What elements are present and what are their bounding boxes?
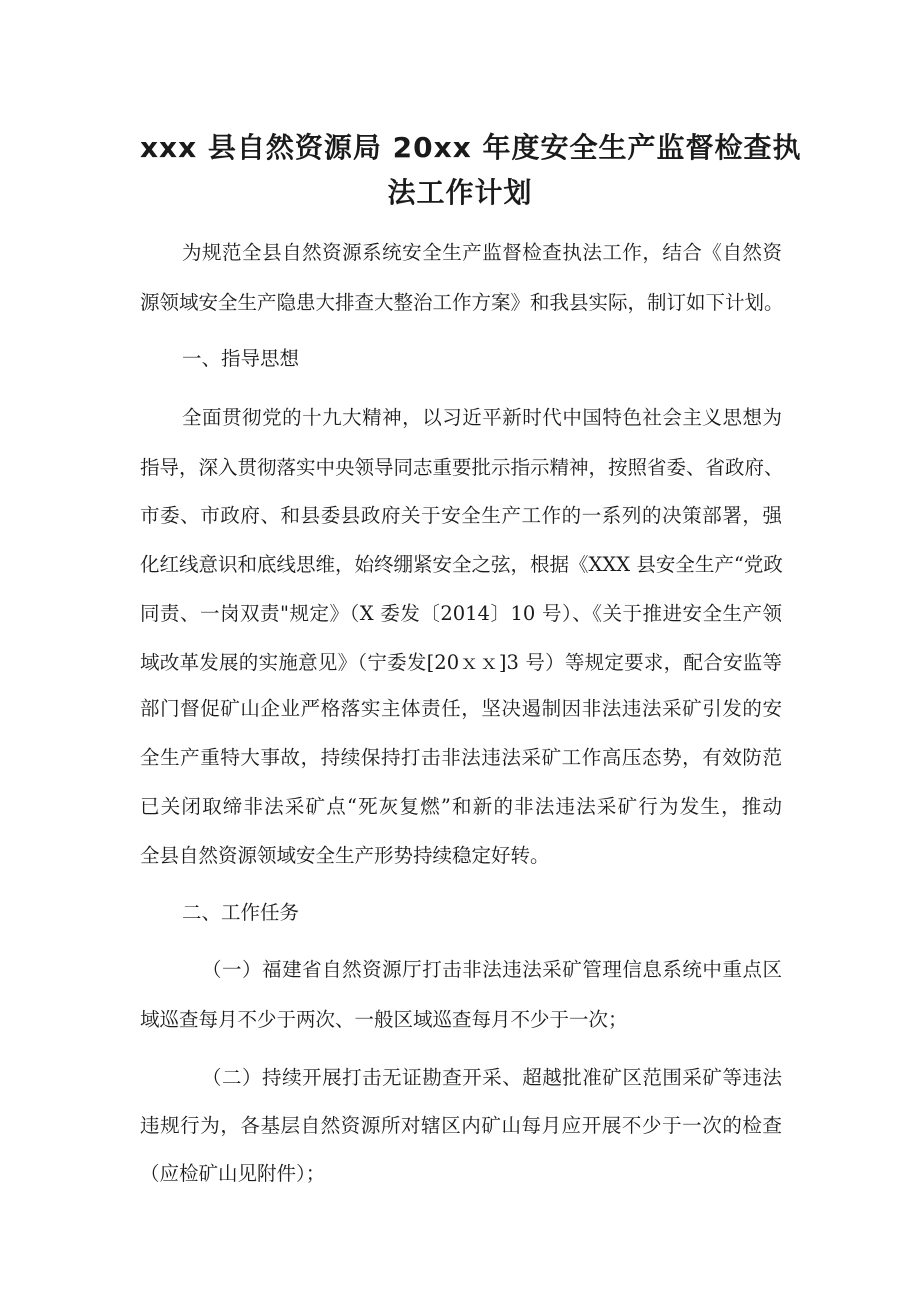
section1-line-1: 全面贯彻党的十九大精神，以习近平新时代中国特色社会主义思想为 bbox=[182, 406, 782, 429]
intro-line-1: 为规范全县自然资源系统安全生产监督检查执法工作，结合《自然资 bbox=[182, 241, 782, 264]
section1-line-3: 市委、市政府、和县委县政府关于安全生产工作的一系列的决策部署，强 bbox=[140, 504, 782, 527]
section1-line-5: 同责、一岗双责"规定》（X 委发〔2014〕10 号）、《关于推进安全生产领 bbox=[140, 602, 782, 625]
task1-line-2: 域巡查每月不少于两次、一般区域巡查每月不少于一次； bbox=[140, 1008, 628, 1031]
section1-line-7: 部门督促矿山企业严格落实主体责任，坚决遏制因非法违法采矿引发的安 bbox=[140, 697, 782, 720]
section-heading-work-tasks: 二、工作任务 bbox=[182, 901, 300, 924]
task2-line-3: （应检矿山见附件）； bbox=[140, 1162, 326, 1185]
section1-line-8: 全生产重特大事故，持续保持打击非法违法采矿工作高压态势，有效防范 bbox=[140, 746, 782, 769]
section1-line-4: 化红线意识和底线思维，始终绷紧安全之弦，根据《XXX 县安全生产“党政 bbox=[140, 553, 783, 576]
intro-line-2: 源领域安全生产隐患大排查大整治工作方案》和我县实际，制订如下计划。 bbox=[140, 291, 784, 314]
task2-line-2: 违规行为，各基层自然资源所对辖区内矿山每月应开展不少于一次的检查 bbox=[140, 1114, 782, 1137]
task2-line-1: （二）持续开展打击无证勘查开采、超越批准矿区范围采矿等违法 bbox=[202, 1066, 782, 1089]
section1-line-9: 已关闭取缔非法采矿点“死灰复燃”和新的非法违法采矿行为发生，推动 bbox=[140, 795, 782, 818]
section1-line-10: 全县自然资源领域安全生产形势持续稳定好转。 bbox=[140, 844, 550, 867]
task1-line-1: （一）福建省自然资源厅打击非法违法采矿管理信息系统中重点区 bbox=[202, 958, 782, 981]
section-heading-guiding-ideology: 一、指导思想 bbox=[182, 347, 300, 370]
document-title-line-1: xxx 县自然资源局 20xx 年度安全生产监督检查执 bbox=[140, 131, 802, 164]
section1-line-6: 域改革发展的实施意见》（宁委发[20ｘｘ]3 号）等规定要求，配合安监等 bbox=[140, 651, 782, 674]
section1-line-2: 指导，深入贯彻落实中央领导同志重要批示指示精神，按照省委、省政府、 bbox=[140, 456, 784, 479]
document-title-line-2: 法工作计划 bbox=[387, 176, 533, 209]
